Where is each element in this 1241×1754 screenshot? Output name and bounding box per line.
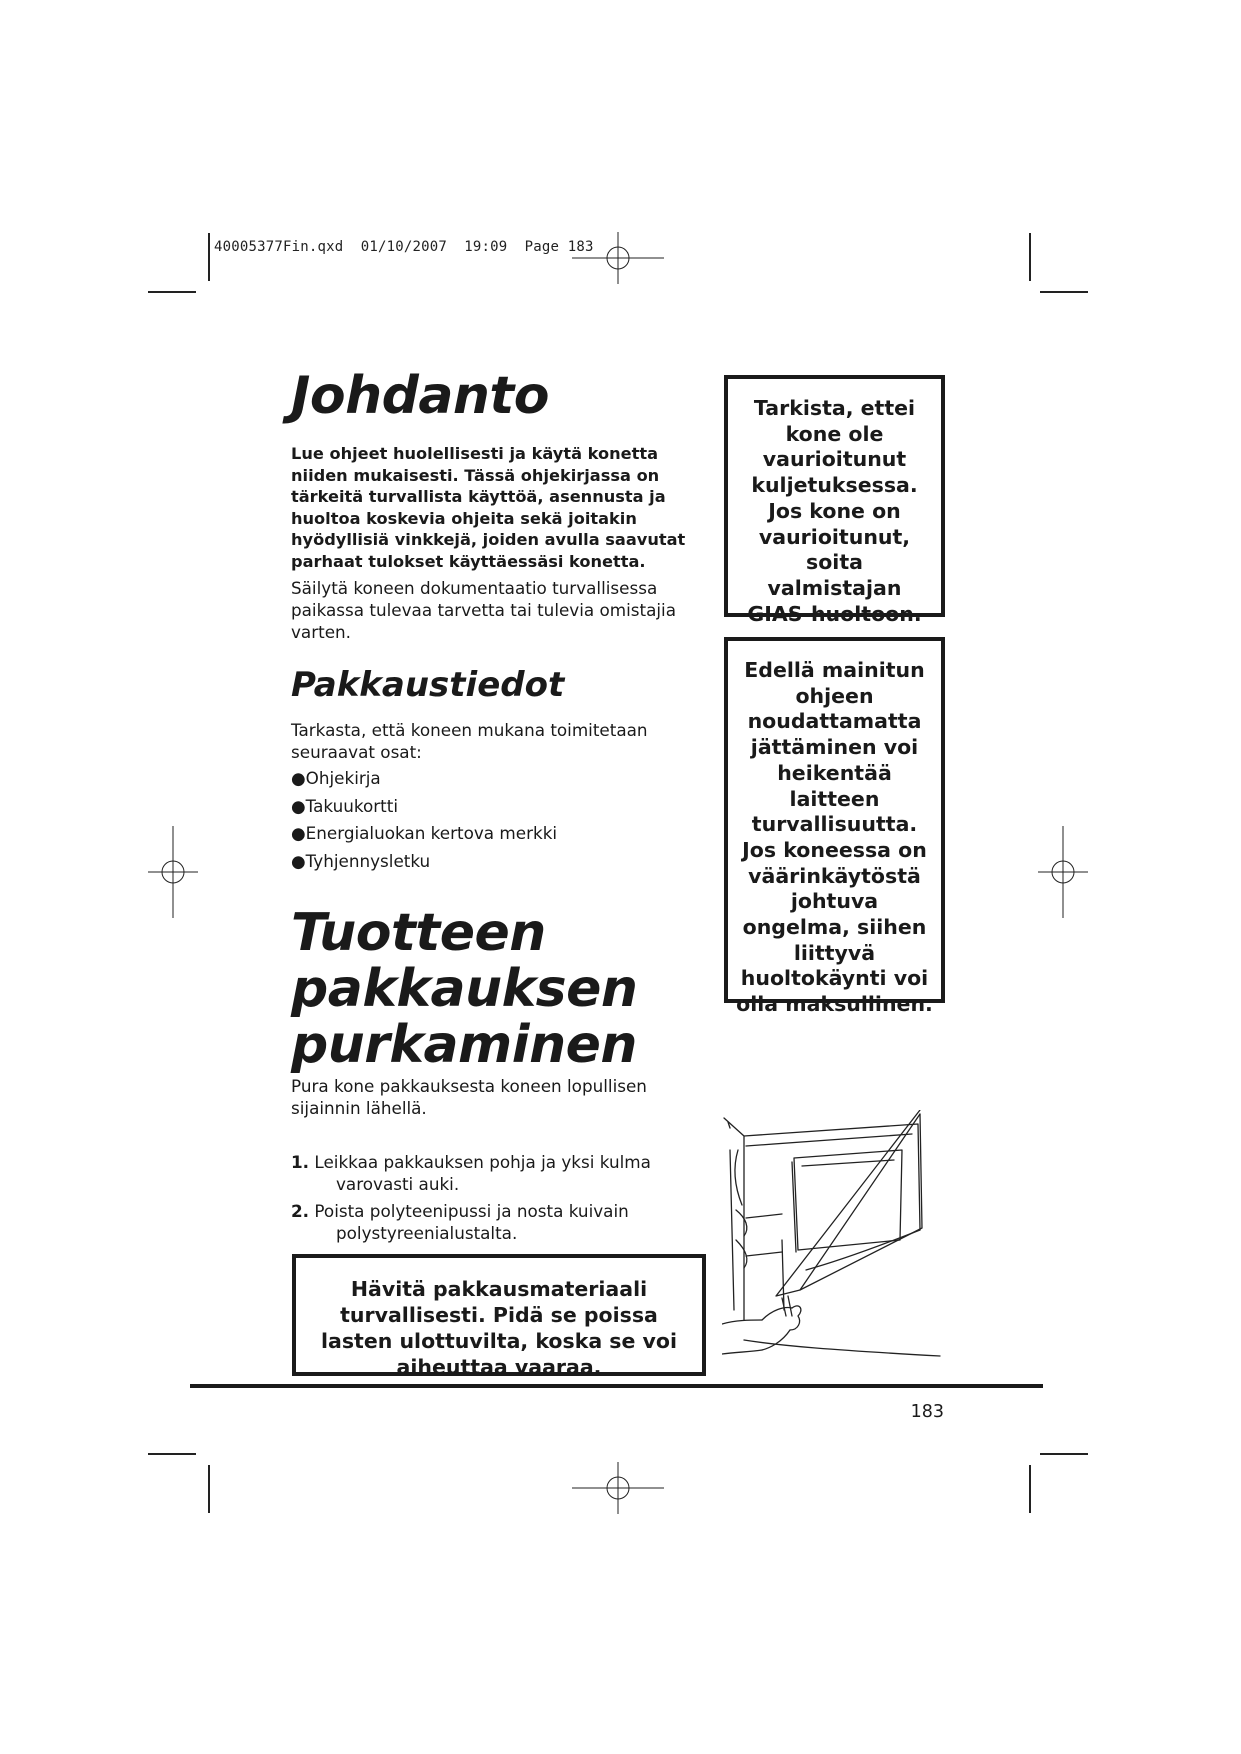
- intro-lead: Lue ohjeet huolellisesti ja käytä konetta niiden mukaisesti. Tässä ohjekirjassa on tärkeitä turvallista käyttöä, asennusta ja huoltoa koskevia ohjeita sekä joitakin hyödyllisiä vinkkejä, joiden avulla saavutat parhaat tulokset käyttäessäsi konetta.: [291, 444, 686, 571]
- warning-box-transport: Tarkista, ettei kone ole vaurioitunut kuljetuksessa. Jos kone on vaurioitunut, soita valmistajan GIAS-huoltoon.: [724, 375, 945, 617]
- warning-box-disposal: Hävitä pakkausmateriaali turvallisesti. Pidä se poissa lasten ulottuvilta, koska se voi aiheuttaa vaaraa.: [292, 1254, 706, 1376]
- bullet-icon: ●: [291, 795, 306, 816]
- printer-slug: 40005377Fin.qxd 01/10/2007 19:09 Page 183: [214, 239, 594, 255]
- footer-rule: [190, 1384, 1043, 1388]
- packaging-text: Tarkasta, että koneen mukana toimitetaan seuraavat osat:: [291, 720, 648, 762]
- registration-mark-left: [148, 826, 198, 918]
- unpacking-dryer-illustration: [722, 1110, 942, 1366]
- registration-mark-top: [572, 232, 664, 284]
- step-item: 1. Leikkaa pakkauksen pohja ja yksi kulma varovasti auki.: [291, 1152, 651, 1194]
- registration-mark-right: [1038, 826, 1088, 918]
- unpacking-title: Tuotteen pakkauksen purkaminen: [291, 903, 638, 1075]
- packaging-list: [291, 767, 711, 877]
- registration-mark-bottom: [572, 1462, 664, 1514]
- intro-keep: Säilytä koneen dokumentaatio turvallisessa paikassa tulevaa tarvetta tai tulevia omistajia varten.: [291, 578, 677, 642]
- packaging-title: Pakkaustiedot: [291, 665, 565, 705]
- unpacking-steps: [291, 1151, 711, 1244]
- bullet-icon: ●: [291, 768, 306, 788]
- unpacking-text: Pura kone pakkauksesta koneen lopullisen sijainnin lähellä.: [291, 1076, 647, 1118]
- intro-title: Johdanto: [291, 366, 550, 426]
- bullet-icon: ●: [291, 850, 306, 871]
- step-item: 2. Poista polyteenipussi ja nosta kuivain polystyreenialustalta.: [291, 1201, 629, 1243]
- warning-box-service: Edellä mainitun ohjeen noudattamatta jättäminen voi heikentää laitteen turvallisuutta. Jos koneessa on väärinkäytöstä johtuva ongelma, siihen liittyvä huoltokäynti voi olla maksullinen.: [724, 637, 945, 1003]
- list-item: ●Energialuokan kertova merkki: [291, 823, 558, 843]
- list-item: ●Ohjekirja: [291, 768, 381, 788]
- page-number: 183: [910, 1402, 944, 1422]
- bullet-icon: ●: [291, 823, 306, 843]
- list-item: ●Tyhjennysletku: [291, 850, 431, 871]
- list-item: ●Takuukortti: [291, 795, 398, 816]
